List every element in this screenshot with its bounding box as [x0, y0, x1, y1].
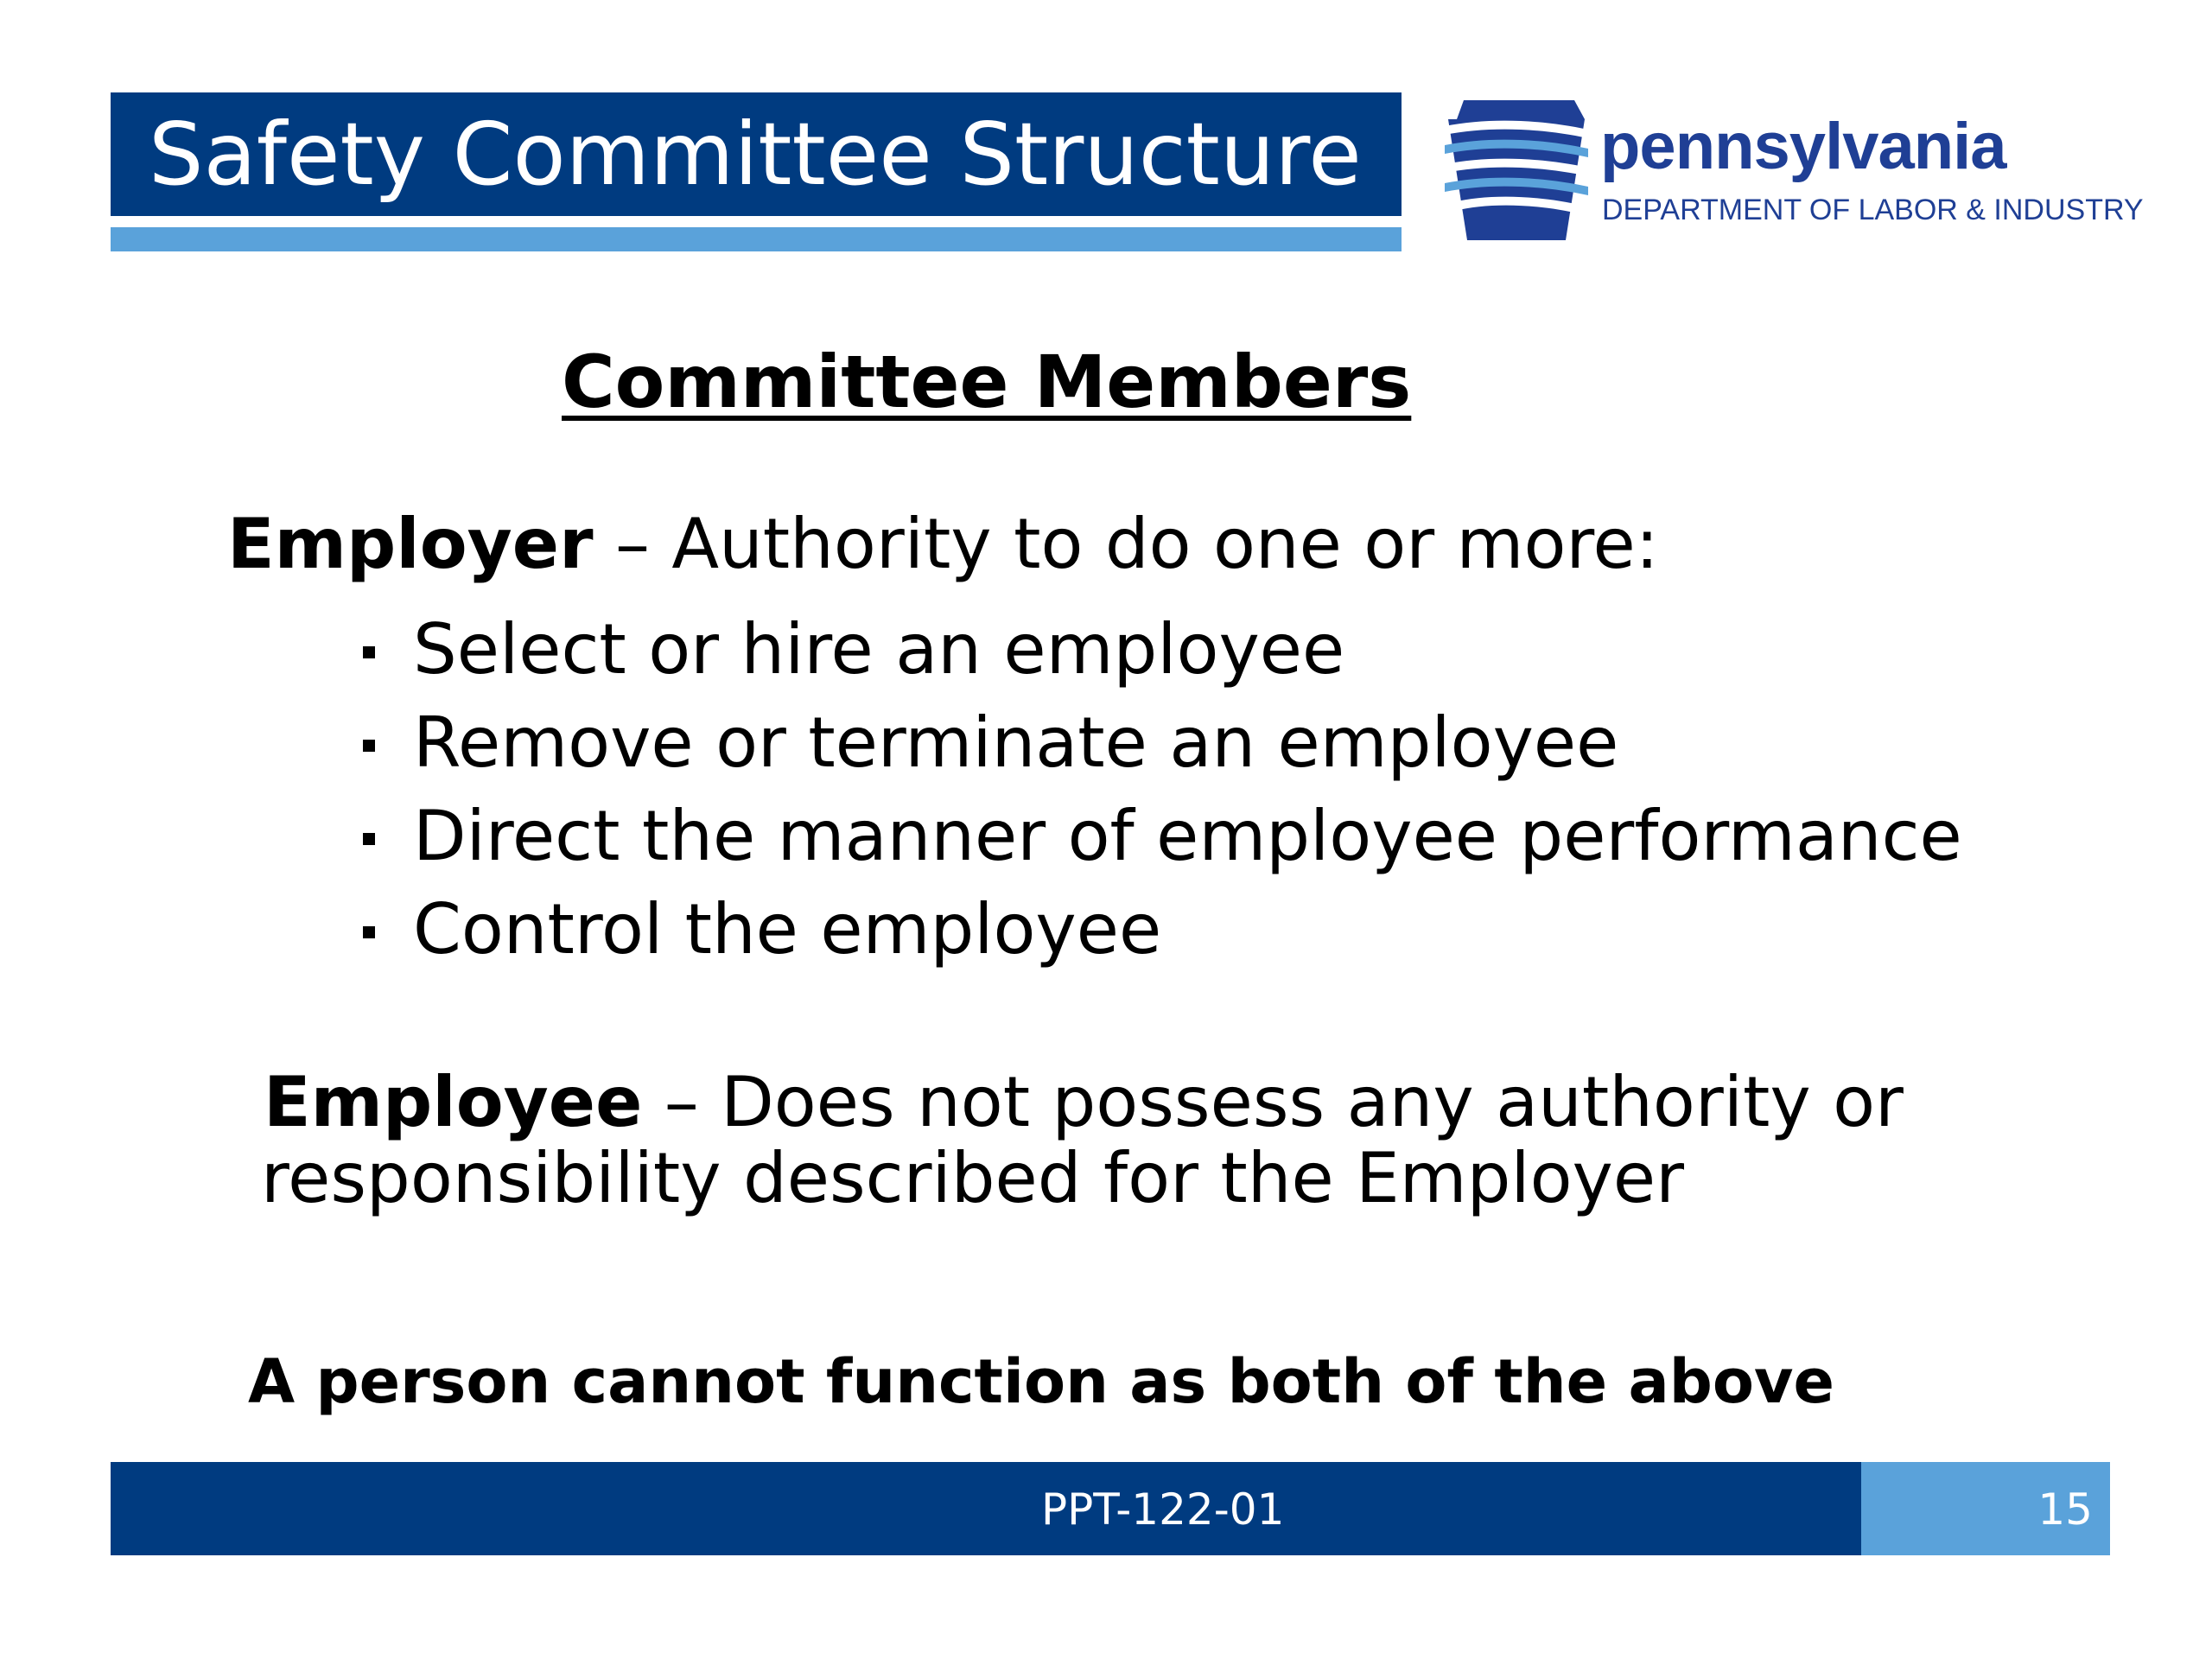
title-accent-stripe: [111, 227, 1402, 251]
list-item: [363, 696, 1962, 790]
list-item-text: Direct the manner of employee performance: [413, 796, 1962, 876]
list-item: [363, 883, 1962, 976]
bullet-square-icon: [363, 646, 375, 658]
page-number: 15: [2037, 1484, 2093, 1535]
bullet-square-icon: [363, 833, 375, 845]
employee-definition-line2: responsibility described for the Employer: [261, 1138, 1684, 1218]
employer-definition: [227, 504, 1659, 584]
footer-bar: [111, 1462, 1861, 1555]
list-item-text: Control the employee: [413, 889, 1162, 969]
summary-note: A person cannot function as both of the above: [248, 1346, 1835, 1417]
list-item-text: Remove or terminate an employee: [413, 702, 1619, 783]
title-bar: [111, 92, 1402, 216]
employer-authority-list: [363, 603, 1962, 976]
employer-term: Employer: [227, 504, 594, 584]
section-heading: Committee Members: [562, 340, 1412, 424]
bullet-square-icon: [363, 926, 375, 938]
list-item-text: Select or hire an employee: [413, 609, 1345, 690]
list-item: [363, 603, 1962, 696]
list-item: [363, 790, 1962, 883]
employer-definition-text: – Authority to do one or more:: [593, 504, 1659, 584]
logo-department: DEPARTMENT OF LABOR & INDUSTRY: [1602, 194, 2144, 226]
keystone-logo-icon: [1445, 100, 1588, 240]
slide-title: Safety Committee Structure: [149, 103, 1362, 205]
employee-definition: [261, 1062, 2078, 1218]
employee-definition-line1: – Does not possess any authority or: [642, 1062, 1904, 1142]
document-code: PPT-122-01: [1041, 1484, 1285, 1535]
employee-term: Employee: [264, 1062, 643, 1142]
logo-wordmark: pennsylvania: [1600, 110, 2006, 183]
bullet-square-icon: [363, 740, 375, 752]
